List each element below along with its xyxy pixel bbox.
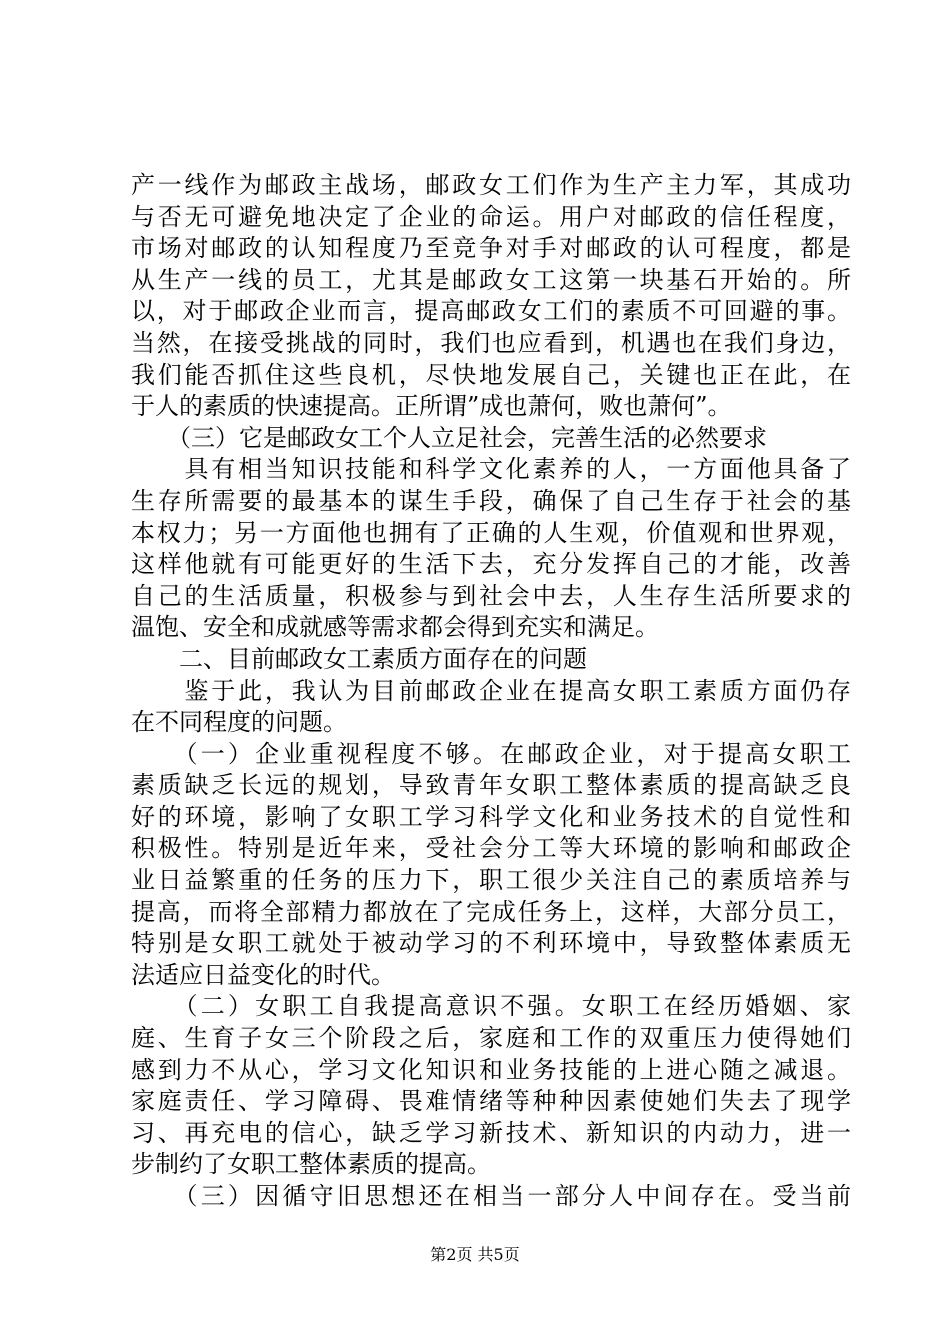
text-line: 好的环境，影响了女职工学习科学文化和业务技术的自觉性和 [131,802,851,831]
text-line: （一）企业重视程度不够。在邮政企业，对于提高女职工 [131,739,851,768]
text-line: 在不同程度的问题。 [131,708,347,737]
text-line: 本权力；另一方面他也拥有了正确的人生观，价值观和世界观， [131,518,851,547]
text-line: 业日益繁重的任务的压力下，职工很少关注自己的素质培养与 [131,866,851,895]
text-line: （三）因循守旧思想还在相当一部分人中间存在。受当前 [131,1182,851,1210]
text-line: 提高，而将全部精力都放在了完成任务上，这样，大部分员工， [131,897,851,926]
text-line: 我们能否抓住这些良机，尽快地发展自己，关键也正在此，在 [131,360,851,389]
page-footer: 第2页 共5页 [430,1245,520,1264]
text-line: 二、目前邮政女工素质方面存在的问题 [131,644,587,673]
text-line: 素质缺乏长远的规划，导致青年女职工整体素质的提高缺乏良 [131,771,851,800]
text-line: 产一线作为邮政主战场，邮政女工们作为生产主力军，其成功 [131,171,851,199]
text-line: 这样他就有可能更好的生活下去，充分发挥自己的才能，改善 [131,550,851,579]
text-line: 温饱、安全和成就感等需求都会得到充实和满足。 [131,613,659,642]
text-line: 步制约了女职工整体素质的提高。 [131,1150,491,1179]
text-line: 感到力不从心，学习文化知识和业务技能的上进心随之减退。 [131,1055,851,1084]
text-line: 家庭责任、学习障碍、畏难情绪等种种因素使她们失去了现学 [131,1087,851,1116]
text-line: 庭、生育子女三个阶段之后，家庭和工作的双重压力使得她们 [131,1024,851,1053]
text-line: 特别是女职工就处于被动学习的不利环境中，导致整体素质无 [131,929,851,958]
text-line: 生存所需要的最基本的谋生手段，确保了自己生存于社会的基 [131,486,851,515]
text-line: 从生产一线的员工，尤其是邮政女工这第一块基石开始的。所 [131,265,851,294]
text-line: 鉴于此，我认为目前邮政企业在提高女职工素质方面仍存 [131,676,851,705]
text-line: （二）女职工自我提高意识不强。女职工在经历婚姻、家 [131,992,851,1021]
text-line: 当然，在接受挑战的同时，我们也应看到，机遇也在我们身边， [131,328,851,357]
text-line: 以，对于邮政企业而言，提高邮政女工们的素质不可回避的事。 [131,297,851,326]
text-line: 市场对邮政的认知程度乃至竞争对手对邮政的认可程度，都是 [131,234,851,263]
text-line: 习、再充电的信心，缺乏学习新技术、新知识的内动力，进一 [131,1118,851,1147]
text-line: 自己的生活质量，积极参与到社会中去，人生存生活所要求的 [131,581,851,610]
text-line: （三）它是邮政女工个人立足社会，完善生活的必然要求 [131,423,767,452]
text-line: 积极性。特别是近年来，受社会分工等大环境的影响和邮政企 [131,834,851,863]
text-line: 具有相当知识技能和科学文化素养的人，一方面他具备了 [131,455,851,484]
text-line: 于人的素质的快速提高。正所谓”成也萧何，败也萧何”。 [131,392,732,421]
document-body [131,170,851,1213]
text-line: 法适应日益变化的时代。 [131,960,395,989]
text-line: 与否无可避免地决定了企业的命运。用户对邮政的信任程度， [131,202,851,231]
